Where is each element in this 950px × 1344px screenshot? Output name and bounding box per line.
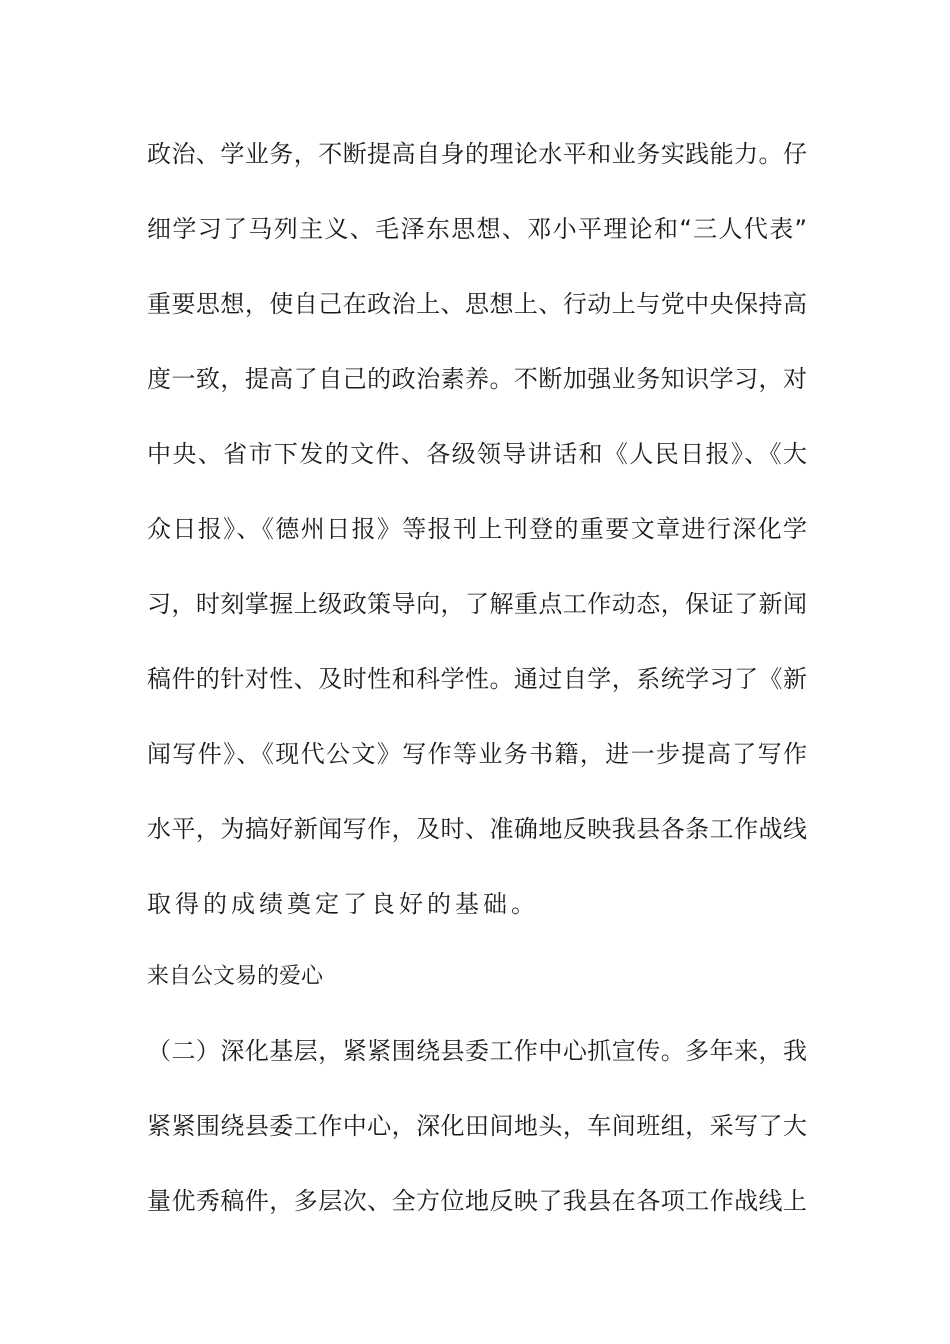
text-line-10: 水平，为搞好新闻写作，及时、准确地反映我县各条工作战线 <box>147 815 807 843</box>
text-line-7: 习，时刻掌握上级政策导向，了解重点工作动态，保证了新闻 <box>147 590 807 618</box>
text-line-15: 量优秀稿件，多层次、全方位地反映了我县在各项工作战线上 <box>147 1187 807 1215</box>
text-line-3: 重要思想，使自己在政治上、思想上、行动上与党中央保持高 <box>147 290 807 318</box>
text-line-11: 取得的成绩奠定了良好的基础。 <box>147 890 539 918</box>
text-line-8: 稿件的针对性、及时性和科学性。通过自学，系统学习了《新 <box>147 665 807 693</box>
text-line-9: 闻写件》、《现代公文》写作等业务书籍，进一步提高了写作 <box>147 740 807 768</box>
text-line-2: 细学习了马列主义、毛泽东思想、邓小平理论和“三人代表” <box>147 215 807 243</box>
source-note: 来自公文易的爱心 <box>147 964 324 989</box>
text-line-5: 中央、省市下发的文件、各级领导讲话和《人民日报》、《大 <box>147 440 807 468</box>
section-heading-line: （二）深化基层，紧紧围绕县委工作中心抓宣传。多年来，我 <box>147 1037 807 1065</box>
text-line-6: 众日报》、《德州日报》等报刊上刊登的重要文章进行深化学 <box>147 515 807 543</box>
text-line-4: 度一致，提高了自己的政治素养。不断加强业务知识学习，对 <box>147 365 807 393</box>
text-line-1: 政治、学业务，不断提高自身的理论水平和业务实践能力。仔 <box>147 140 807 168</box>
text-line-14: 紧紧围绕县委工作中心，深化田间地头，车间班组，采写了大 <box>147 1112 807 1140</box>
